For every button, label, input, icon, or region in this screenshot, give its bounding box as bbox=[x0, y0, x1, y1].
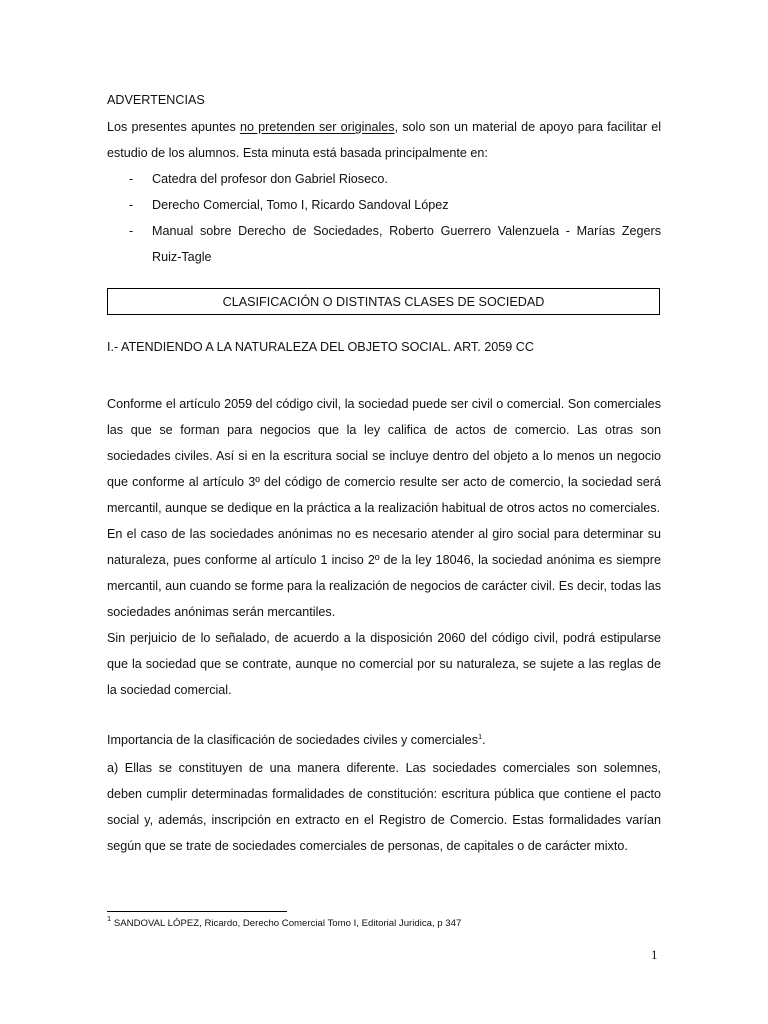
importance-heading-text: Importancia de la clasificación de sociedades civiles y comerciales bbox=[107, 733, 478, 747]
paragraph bbox=[107, 391, 661, 521]
source-item bbox=[107, 218, 661, 270]
dash-bullet: - bbox=[129, 198, 134, 212]
footnote-divider bbox=[107, 911, 287, 912]
importance-a bbox=[107, 755, 661, 859]
dash-bullet: - bbox=[129, 224, 134, 238]
section-title: CLASIFICACIÓN O DISTINTAS CLASES DE SOCIEDAD bbox=[222, 294, 545, 309]
source-item bbox=[107, 192, 661, 218]
footnote-ref[interactable]: 1 bbox=[478, 732, 483, 741]
intro-pre: Los presentes apuntes bbox=[107, 120, 240, 134]
p1-comercial: comercial bbox=[506, 397, 561, 411]
intro-post: , solo son un material de apoyo para facilitar el estudio de los alumnos. Esta minuta está basada principalmente en: bbox=[107, 120, 661, 160]
p1-civil: ser civil bbox=[450, 397, 493, 411]
paragraph: En el caso de las sociedades anónimas no es necesario atender al giro social para determinar su naturaleza, pues conforme al artículo 1 inciso 2º de la ley 18046, la sociedad anónima es siempre mercantil, aun cuando se forme para la realización de negocios de carácter civil. Es decir, todas las sociedades anónimas serán mercantiles. bbox=[107, 527, 661, 619]
footnote-text: SANDOVAL LÓPEZ, Ricardo, Derecho Comercial Tomo I, Editorial Juridica, p 347 bbox=[111, 918, 462, 929]
footnote bbox=[107, 914, 462, 929]
importance-heading bbox=[107, 733, 661, 747]
intro-underlined: no pretenden ser originales bbox=[239, 120, 395, 134]
source-item bbox=[107, 166, 661, 192]
p1-pre: Conforme el artículo 2059 del código civil, la sociedad puede bbox=[107, 397, 451, 411]
a-text: . Las sociedades comerciales son solemnes, deben cumplir determinadas formalidades de constitución: escritura pública que contiene el pacto social y, además, inscripción en extracto en el Registro de Comercio. Estas formalidades varían según que se trate de sociedades comerciales de personas, de capitales o de carácter mixto. bbox=[107, 761, 661, 853]
a-heading: a) Ellas se constituyen de una manera diferente bbox=[107, 761, 396, 775]
section1-heading-text: I.- ATENDIENDO A LA NATURALEZA DEL OBJETO SOCIAL. ART. 2059 CC bbox=[107, 340, 534, 354]
warnings-heading-text: ADVERTENCIAS bbox=[107, 93, 205, 107]
sources-list bbox=[107, 166, 661, 270]
p1-post: . Son comerciales las que se forman para negocios que la ley califica de actos de comercio. Las otras son sociedades civiles. Así si en la escritura social se incluye dentro del objeto a lo menos un negocio que conforme al artículo 3º del código de comercio resulte ser acto de comercio, la sociedad será mercantil, aunque se dedique en la práctica a la realización habitual de otros actos no comerciales. bbox=[107, 397, 661, 515]
page-number: 1 bbox=[651, 947, 658, 962]
source-text: Manual sobre Derecho de Sociedades, Roberto Guerrero Valenzuela - Marías Zegers Ruiz-Tagle bbox=[152, 224, 661, 264]
warnings-intro bbox=[107, 114, 661, 166]
section1-heading bbox=[107, 340, 661, 354]
warnings-heading bbox=[107, 93, 661, 107]
source-text: Derecho Comercial, Tomo I, Ricardo Sandoval López bbox=[152, 198, 449, 212]
section1-body bbox=[107, 391, 661, 703]
section-title-box bbox=[107, 288, 660, 315]
dash-bullet: - bbox=[129, 172, 134, 186]
importance-heading-end: . bbox=[482, 733, 486, 747]
footnote-mark: 1 bbox=[107, 914, 112, 923]
source-text: Catedra del profesor don Gabriel Rioseco. bbox=[152, 172, 388, 186]
p1-o: o bbox=[492, 397, 507, 411]
paragraph: Sin perjuicio de lo señalado, de acuerdo a la disposición 2060 del código civil, podrá estipularse que la sociedad que se contrate, aunque no comercial por su naturaleza, se sujete a las reglas de la sociedad comercial. bbox=[107, 631, 661, 697]
